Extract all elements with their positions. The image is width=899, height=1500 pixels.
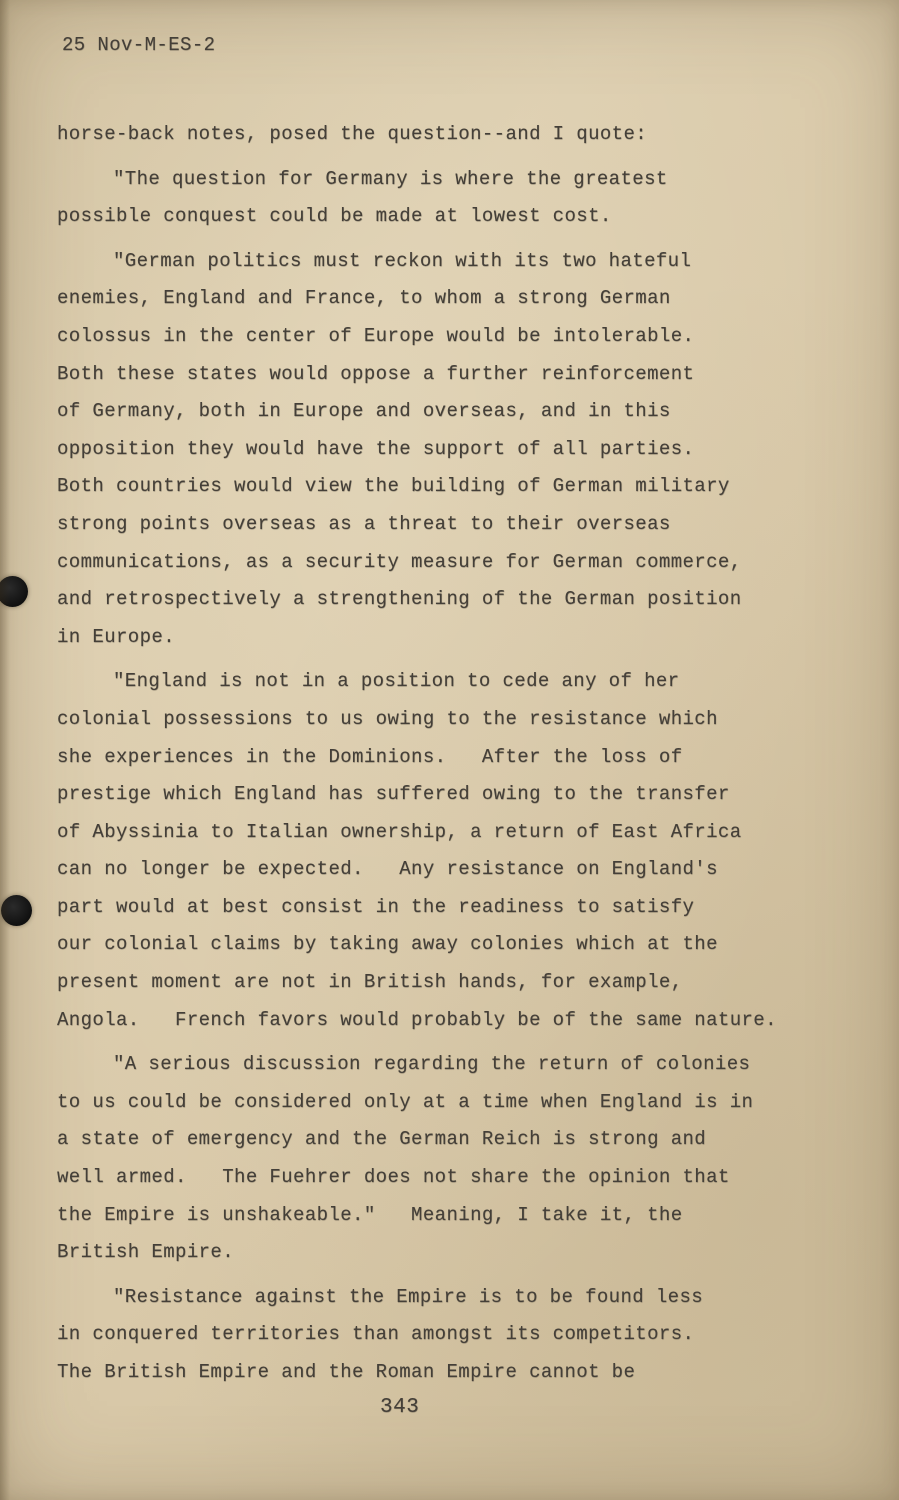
text-line: "The question for Germany is where the greatest — [113, 167, 668, 190]
text-line: part would at best consist in the readiness to satisfy — [57, 895, 695, 918]
paragraph — [57, 161, 863, 236]
text-line: of Germany, both in Europe and overseas, and in this — [57, 400, 671, 423]
text-line: opposition they would have the support of all parties. — [57, 437, 695, 460]
text-line: in Europe. — [57, 625, 176, 648]
text-line: of Abyssinia to Italian ownership, a return of East Africa — [57, 820, 742, 843]
text-line: "Resistance against the Empire is to be found less — [113, 1285, 704, 1308]
text-line: enemies, England and France, to whom a strong German — [57, 287, 671, 310]
text-line: horse-back notes, posed the question--and I quote: — [57, 123, 648, 145]
text-line: "A serious discussion regarding the return of colonies — [113, 1053, 751, 1076]
text-line: colossus in the center of Europe would be intolerable. — [57, 324, 695, 347]
paragraph — [57, 243, 863, 657]
text-line: in conquered territories than amongst its competitors. — [57, 1323, 695, 1346]
hole-punch-bottom — [1, 895, 32, 926]
hole-punch-top — [0, 576, 28, 607]
text-line: prestige which England has suffered owing to the transfer — [57, 783, 730, 806]
text-line: Angola. French favors would probably be of the same nature. — [57, 1008, 777, 1031]
text-line: a state of emergency and the German Reich is strong and — [57, 1128, 707, 1151]
paragraph — [57, 663, 863, 1039]
text-line: The British Empire and the Roman Empire cannot be — [57, 1361, 636, 1383]
text-line: possible conquest could be made at lowest cost. — [57, 205, 612, 228]
text-line: present moment are not in British hands, for example, — [57, 971, 683, 994]
document-body — [57, 116, 863, 1392]
text-line: the Empire is unshakeable." Meaning, I take it, the — [57, 1203, 683, 1226]
text-line: to us could be considered only at a time when England is in — [57, 1090, 754, 1113]
paragraph — [57, 1279, 863, 1392]
text-line: and retrospectively a strengthening of the German position — [57, 588, 742, 611]
text-line: communications, as a security measure for German commerce, — [57, 550, 742, 573]
text-line: can no longer be expected. Any resistance on England's — [57, 858, 718, 881]
page-number: 343 — [380, 1396, 420, 1419]
text-line: strong points overseas as a threat to their overseas — [57, 512, 671, 535]
text-line: Both these states would oppose a further reinforcement — [57, 362, 695, 385]
text-line: well armed. The Fuehrer does not share the opinion that — [57, 1166, 730, 1189]
paragraph — [57, 1046, 863, 1272]
text-line: Both countries would view the building of German military — [57, 475, 730, 498]
text-line: she experiences in the Dominions. After the loss of — [57, 745, 683, 768]
text-line: "England is not in a position to cede any of her — [113, 670, 680, 693]
page-header: 25 Nov-M-ES-2 — [62, 34, 216, 56]
paragraph — [57, 116, 863, 154]
text-line: "German politics must reckon with its two hateful — [113, 249, 692, 272]
text-line: colonial possessions to us owing to the resistance which — [57, 707, 718, 730]
text-line: British Empire. — [57, 1241, 235, 1264]
text-line: our colonial claims by taking away colonies which at the — [57, 933, 718, 956]
